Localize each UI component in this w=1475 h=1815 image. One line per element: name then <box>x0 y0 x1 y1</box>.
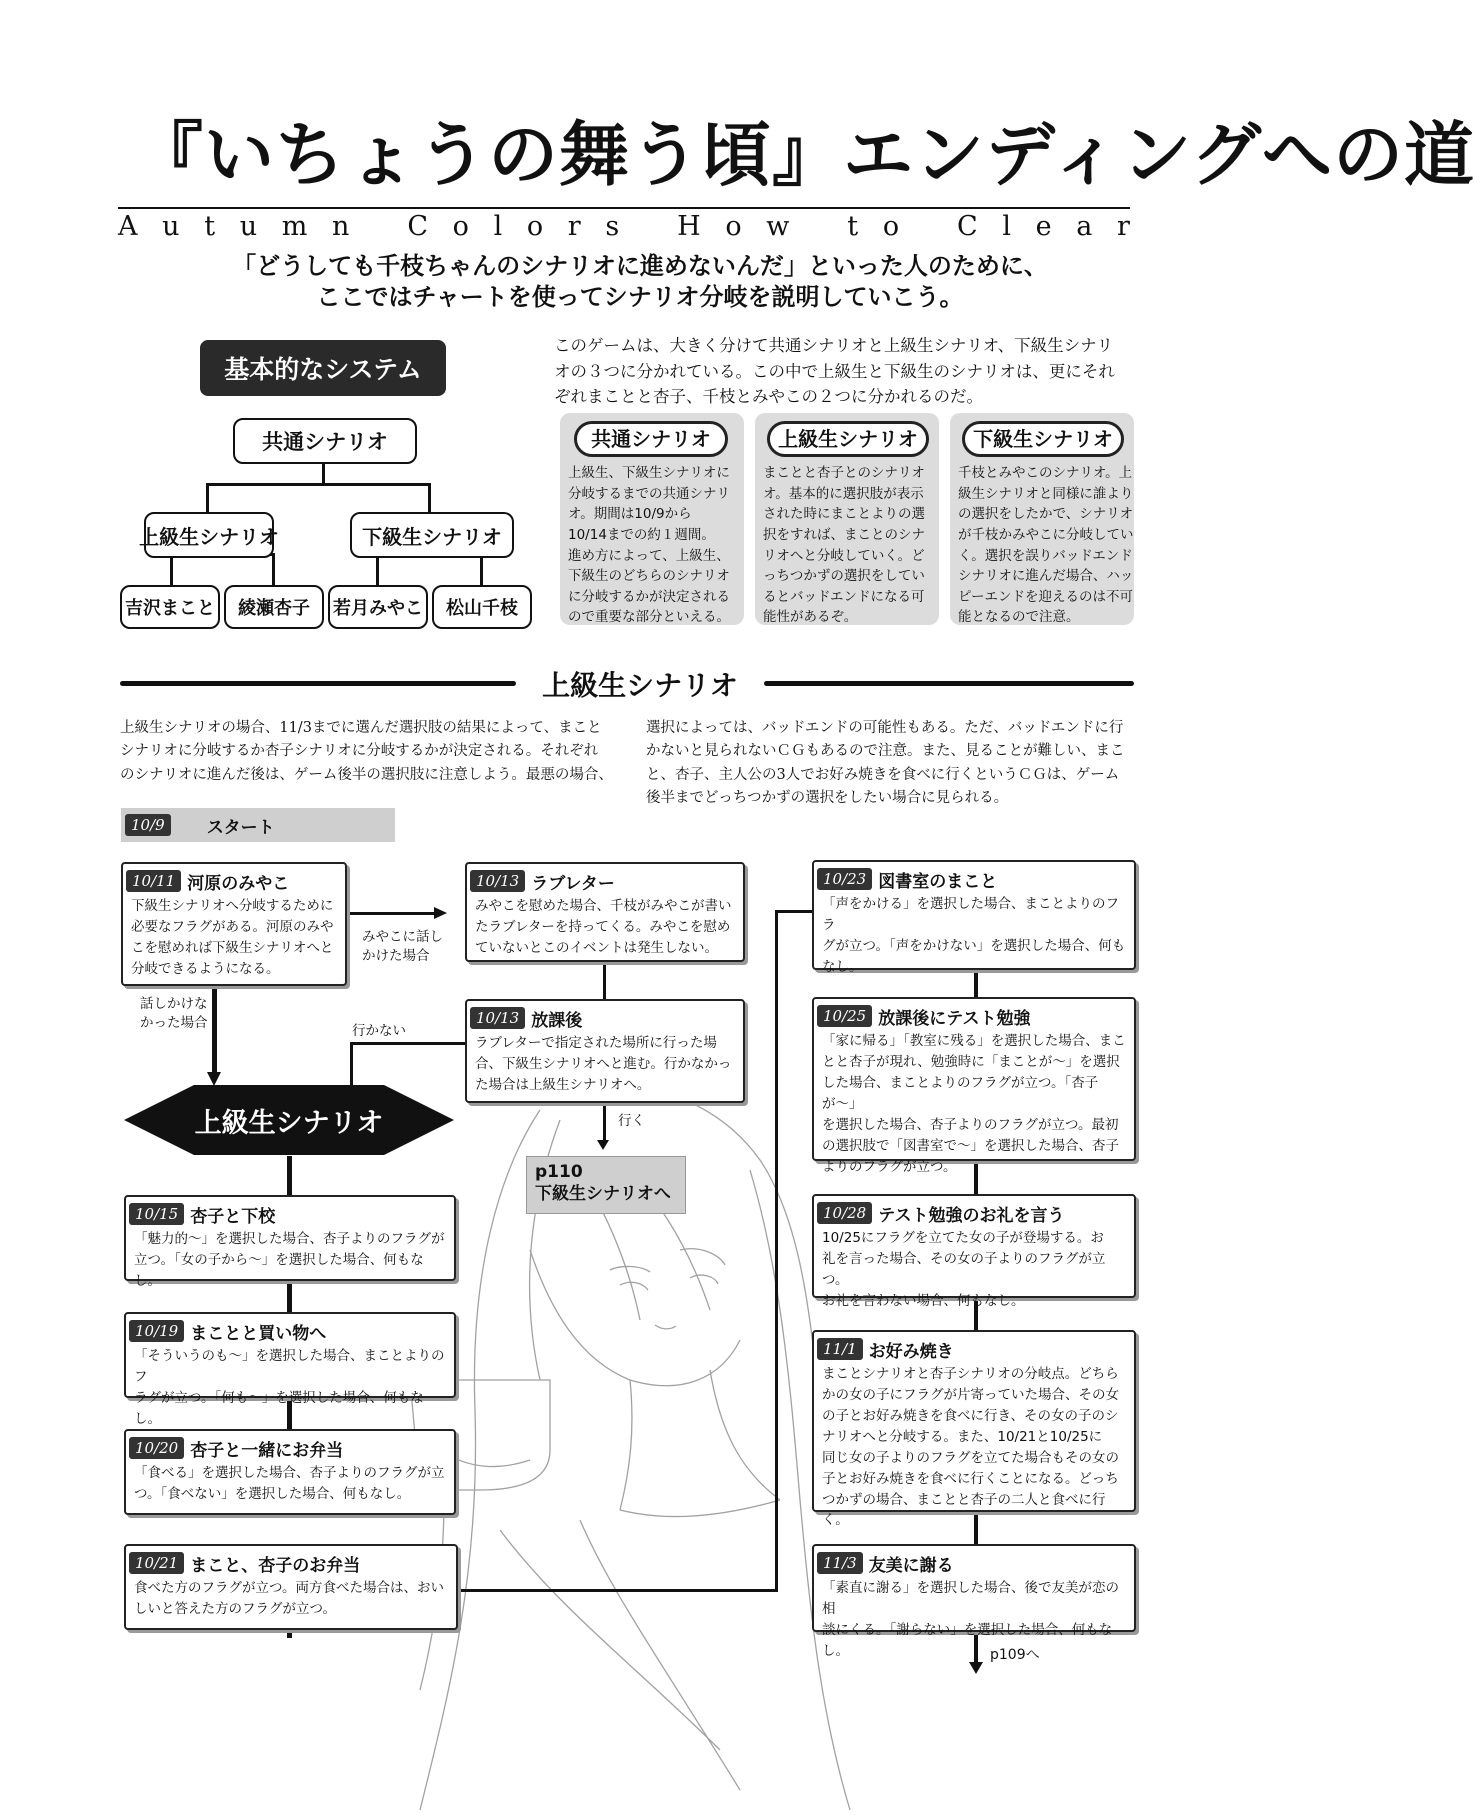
event-card <box>124 1312 456 1427</box>
info-box-text <box>763 463 939 628</box>
tree-leaf-makoto: 吉沢まこと <box>120 585 220 629</box>
flow-connector <box>212 985 217 1075</box>
info-line: 上級生、下級生シナリオに <box>568 465 730 481</box>
para-line: と、杏子、主人公の3人でお好み焼きを食べに行くというＣＧは、ゲーム <box>646 766 1120 783</box>
subtitle-letter: l <box>1002 211 1011 242</box>
subtitle-rule <box>118 207 1130 209</box>
event-title: お好み焼き <box>868 1341 954 1362</box>
branch-label-not-talked <box>140 995 208 1033</box>
jump-to-lower-scenario[interactable] <box>526 1156 686 1214</box>
flow-connector <box>775 910 778 1592</box>
tree-leaf-kyoko: 綾瀬杏子 <box>224 585 324 629</box>
label-line: かった場合 <box>140 1014 208 1031</box>
date-badge: 10/21 <box>129 1552 184 1574</box>
branch-label-talked <box>362 928 443 966</box>
event-body <box>814 1362 1134 1535</box>
subtitle-letter: o <box>452 211 469 242</box>
tree-leaf-chie: 松山千枝 <box>432 585 532 629</box>
event-line: つかずの場合、まことと杏子の二人と食べに行く。 <box>822 1491 1106 1529</box>
event-line: ていないとこのイベントは発生しない。 <box>475 939 718 956</box>
event-card <box>121 862 347 986</box>
date-badge: 10/15 <box>129 1203 184 1225</box>
info-line: 分岐するまでの共通シナリ <box>568 485 730 502</box>
event-line: とと杏子が現れ、勉強時に「まことが〜」を選択 <box>822 1053 1120 1070</box>
event-line: ラブレターで指定された場所に行った場 <box>475 1035 717 1051</box>
subtitle-letter: o <box>882 211 900 242</box>
event-card <box>124 1544 458 1630</box>
event-line: 食べた方のフラグが立つ。両方食べた場合は、おい <box>134 1580 444 1596</box>
jump-target: 下級生シナリオへ <box>535 1184 671 1205</box>
event-line: た場合は上級生シナリオへ。 <box>475 1076 651 1093</box>
event-title: まことと買い物へ <box>190 1323 327 1344</box>
para-line: 後半までどっちつかずの選択をしたい場合に見られる。 <box>646 790 1009 807</box>
subtitle-letter: m <box>281 211 308 242</box>
subtitle-letter: t <box>204 211 216 242</box>
info-line: く。選択を誤りバッドエンド <box>958 547 1133 564</box>
subtitle-letter: C <box>956 211 978 242</box>
event-title: 放課後にテスト勉強 <box>878 1008 1031 1029</box>
flow-connector <box>458 1589 778 1592</box>
para-line: 選択によっては、バッドエンドの可能性もある。ただ、バッドエンドに行 <box>646 720 1124 736</box>
info-line: っちつかずの選択をしてい <box>763 568 925 585</box>
info-line: オ。期間は10/9から <box>568 506 692 523</box>
event-line: 子とお好み焼きを食べに行くことになる。どっち <box>822 1470 1119 1487</box>
event-card <box>812 860 1136 975</box>
event-line: 必要なフラグがある。河原のみや <box>131 918 334 935</box>
page-title: 『いちょうの舞う頃』エンディングへの道 <box>133 113 1475 196</box>
subtitle-letter: A <box>118 211 138 242</box>
info-line: 進め方によって、上級生、 <box>568 547 730 564</box>
info-line: の選択をしたかで、シナリオ <box>958 506 1134 523</box>
info-box-title: 共通シナリオ <box>574 421 728 457</box>
event-line: みやこを慰めた場合、千枝がみやこが書い <box>475 898 732 914</box>
event-line: 下級生シナリオへ分岐するために <box>131 898 334 914</box>
subtitle-letter: u <box>162 211 180 242</box>
info-line: 能性があるぞ。 <box>763 609 858 626</box>
event-line: 10/25にフラグを立てた女の子が登場する。お <box>822 1230 1104 1246</box>
subtitle-letter: u <box>239 211 258 242</box>
event-line: お礼を言わない場合、何もなし。 <box>822 1292 1025 1309</box>
section-rule-left <box>120 681 516 686</box>
info-box-title: 上級生シナリオ <box>767 421 929 457</box>
event-card <box>812 1330 1136 1529</box>
event-card <box>124 1195 456 1289</box>
event-line: 礼を言った場合、その女の子よりのフラグが立つ。 <box>822 1250 1106 1288</box>
para-line: 上級生シナリオの場合、11/3までに選んだ選択肢の結果によって、まこと <box>120 720 602 736</box>
event-line: たラブレターを持ってくる。みやこを慰め <box>475 918 731 935</box>
info-line: 10/14までの約１週間。 <box>568 526 715 543</box>
subtitle-letter <box>644 213 653 240</box>
event-body <box>126 1576 456 1624</box>
info-line: ので重要な部分といえる。 <box>568 609 730 626</box>
date-badge: 10/25 <box>817 1005 872 1027</box>
event-line: しいと答えた方のフラグが立つ。 <box>134 1600 336 1617</box>
label-line: みやこに話し <box>362 929 443 945</box>
subtitle-letter: w <box>766 211 790 242</box>
info-box-text <box>958 463 1134 628</box>
subtitle-letter: r <box>1117 211 1130 242</box>
subtitle-letter: C <box>407 211 428 242</box>
subtitle-letter: r <box>567 211 581 242</box>
event-title: 友美に謝る <box>868 1555 954 1576</box>
label-line: 話しかけな <box>140 996 208 1012</box>
date-badge: 10/13 <box>470 870 525 892</box>
jump-page: p110 <box>535 1162 583 1182</box>
tree-leaf-miyako: 若月みやこ <box>328 585 428 629</box>
info-box-common <box>560 413 744 625</box>
event-line: 談にくる。「謝らない」を選択した場合、何もなし。 <box>822 1621 1113 1659</box>
tree-branch-lower: 下級生シナリオ <box>350 512 514 558</box>
section-rule-right <box>764 681 1134 686</box>
date-badge: 10/9 <box>125 814 171 836</box>
flow-start-title: スタート <box>206 817 275 838</box>
intro-line: このゲームは、大きく分けて共通シナリオと上級生シナリオ、下級生シナリ <box>554 336 1114 355</box>
event-card <box>465 999 745 1103</box>
event-line: 合、下級生シナリオへと進む。行かなかっ <box>475 1055 732 1072</box>
section-para-right <box>646 717 1136 811</box>
arrow-right-icon <box>434 907 447 919</box>
flow-connector <box>775 910 813 913</box>
event-line: 同じ女の子よりのフラグを立てた場合もその女の <box>822 1449 1119 1466</box>
subtitle-letter: o <box>526 211 544 242</box>
para-line: のシナリオに進んだ後は、ゲーム後半の選択肢に注意しよう。最悪の場合、 <box>120 766 613 783</box>
event-title: 図書室のまこと <box>878 871 998 892</box>
info-box-lower <box>950 413 1134 625</box>
event-body <box>126 1461 454 1509</box>
subtitle-letter: s <box>605 211 620 242</box>
event-line: を選択した場合、杏子よりのフラグが立つ。最初 <box>822 1116 1119 1133</box>
event-title: 杏子と一緒にお弁当 <box>190 1440 344 1461</box>
tree-connector <box>206 483 430 486</box>
label-line: かけた場合 <box>362 947 430 964</box>
info-line: 千枝とみやこのシナリオ。上 <box>958 465 1133 481</box>
event-card <box>812 1194 1136 1309</box>
flow-start <box>121 808 395 842</box>
event-line: つ。「食べない」を選択した場合、何もなし。 <box>134 1485 411 1502</box>
lead-line-1: 「どうしても千枝ちゃんのシナリオに進めないんだ」といった人のために、 <box>232 252 1048 280</box>
info-line: シナリオに進んだ場合、ハッ <box>958 568 1134 585</box>
event-body <box>814 1226 1134 1316</box>
event-line: 「声をかける」を選択した場合、まことよりのフラ <box>822 896 1119 933</box>
event-line: 分岐できるようになる。 <box>131 960 280 977</box>
flow-connector <box>345 912 437 915</box>
subtitle-letter: o <box>725 211 742 242</box>
flow-connector <box>603 960 606 1000</box>
arrow-down-icon <box>207 1072 221 1086</box>
subtitle-letter: H <box>677 211 701 242</box>
event-line: の選択肢で「図書室で〜」を選択した場合、杏子 <box>822 1137 1119 1154</box>
event-title: まこと、杏子のお弁当 <box>190 1555 361 1576</box>
subtitle-letter: l <box>493 211 503 242</box>
flow-connector <box>352 1042 466 1045</box>
event-line: した場合、まことよりのフラグが立つ。「杏子が〜」 <box>822 1074 1099 1112</box>
date-badge: 10/11 <box>126 870 181 892</box>
date-badge: 10/19 <box>129 1320 184 1342</box>
info-line: 下級生のどちらのシナリオ <box>568 568 730 585</box>
event-body <box>814 892 1134 982</box>
event-line: 立つ。「女の子から〜」を選択した場合、何もなし。 <box>134 1251 424 1289</box>
diamond-label: 上級生シナリオ <box>194 1108 384 1139</box>
info-box-upper <box>755 413 939 625</box>
info-box-title: 下級生シナリオ <box>962 421 1124 457</box>
tree-connector <box>272 553 275 585</box>
event-body <box>126 1344 454 1434</box>
info-line: された時にまことよりの選 <box>763 506 925 523</box>
info-line: リオへと分岐していく。ど <box>763 547 925 564</box>
event-line: 「魅力的〜」を選択した場合、杏子よりのフラグが <box>134 1231 445 1247</box>
section-para-left <box>120 717 630 787</box>
event-title: 河原のみやこ <box>187 873 290 894</box>
date-badge: 10/23 <box>817 868 872 890</box>
arrow-down-icon <box>597 1140 609 1150</box>
event-body <box>126 1227 454 1296</box>
info-line: 級生シナリオと同様に誰より <box>958 485 1134 502</box>
event-line: グが立つ。「声をかけない」を選択した場合、何も <box>822 937 1126 954</box>
event-body <box>814 1029 1134 1181</box>
next-page-link[interactable]: p109へ <box>990 1647 1040 1663</box>
info-line: ピーエンドを迎えるのは不可 <box>958 588 1133 605</box>
event-line: 「家に帰る」「教室に残る」を選択した場合、まこ <box>822 1033 1126 1049</box>
tree-connector <box>206 483 209 513</box>
event-line: よりのフラグが立つ。 <box>822 1158 957 1175</box>
info-line: るとバッドエンドになる可 <box>763 588 925 605</box>
subtitle-letter <box>924 213 933 240</box>
event-card <box>124 1429 456 1515</box>
event-line: ラグが立つ。「何も〜」を選択した場合、何もなし。 <box>134 1389 424 1427</box>
event-body <box>123 894 345 984</box>
event-body <box>467 894 743 963</box>
info-line: が千枝かみやこに分岐してい <box>958 526 1134 543</box>
info-line: オ。基本的に選択肢が表示 <box>763 485 924 502</box>
date-badge: 10/13 <box>470 1007 525 1029</box>
subtitle-letter: e <box>1035 211 1052 242</box>
event-line: こを慰めれば下級生シナリオへと <box>131 939 334 956</box>
event-line: まことシナリオと杏子シナリオの分岐点。どちら <box>822 1366 1119 1382</box>
para-line: シナリオに分岐するか杏子シナリオに分岐するかが決定される。それぞれ <box>120 743 599 760</box>
info-line: 能となるので注意。 <box>958 609 1080 626</box>
subtitle-letter: a <box>1076 211 1093 242</box>
event-title: 放課後 <box>531 1010 583 1031</box>
event-body <box>814 1576 1134 1666</box>
system-heading: 基本的なシステム <box>200 340 446 396</box>
subtitle-letter <box>374 213 383 240</box>
tree-connector <box>428 483 431 513</box>
date-badge: 10/28 <box>817 1202 872 1224</box>
event-body <box>467 1031 743 1100</box>
event-line: なし。 <box>822 958 863 975</box>
intro-line: ぞれまことと杏子、千枝とみやこの２つに分かれるのだ。 <box>554 387 983 407</box>
info-line: 択をすれば、まことのシナ <box>763 526 925 543</box>
subtitle-letter: t <box>847 211 859 242</box>
event-line: ナリオへと分岐する。また、10/21と10/25に <box>822 1428 1103 1445</box>
date-badge: 11/1 <box>817 1338 863 1360</box>
event-line: の子とお好み焼きを食べに行き、その女の子のシ <box>822 1407 1119 1424</box>
event-card <box>812 997 1136 1175</box>
info-box-text <box>568 463 744 628</box>
info-line: まことと杏子とのシナリオ <box>763 465 925 481</box>
page-subtitle <box>118 213 1130 240</box>
para-line: かないと見られないＣＧもあるので注意。また、見ることが難しい、まこ <box>646 743 1125 760</box>
event-title: ラブレター <box>531 873 615 894</box>
event-line: かの女の子にフラグが片寄っていた場合、その女 <box>822 1386 1119 1403</box>
tree-branch-upper: 上級生シナリオ <box>144 512 274 558</box>
info-line: に分岐するかが決定される <box>568 588 730 605</box>
subtitle-letter: n <box>332 211 350 242</box>
date-badge: 11/3 <box>817 1552 863 1574</box>
event-title: テスト勉強のお礼を言う <box>878 1205 1065 1226</box>
tree-root: 共通シナリオ <box>233 418 417 464</box>
event-line: 「食べる」を選択した場合、杏子よりのフラグが立 <box>134 1465 445 1481</box>
section-heading: 上級生シナリオ <box>542 669 738 702</box>
event-title: 杏子と下校 <box>190 1206 276 1227</box>
subtitle-letter <box>814 213 823 240</box>
event-line: 「そういうのも〜」を選択した場合、まことよりのフ <box>134 1348 445 1385</box>
lead-line-2: ここではチャートを使ってシナリオ分岐を説明していこう。 <box>316 283 964 311</box>
event-card <box>465 862 745 962</box>
event-line: 「素直に謝る」を選択した場合、後で友美が恋の相 <box>822 1580 1119 1617</box>
system-intro <box>554 333 1132 410</box>
intro-line: オの３つに分かれている。この中で上級生と下級生のシナリオは、更にそれ <box>554 361 1115 381</box>
branch-label-go: 行く <box>618 1113 645 1129</box>
date-badge: 10/20 <box>129 1437 184 1459</box>
branch-label-not-go: 行かない <box>352 1023 406 1039</box>
flow-connector <box>603 1102 606 1144</box>
